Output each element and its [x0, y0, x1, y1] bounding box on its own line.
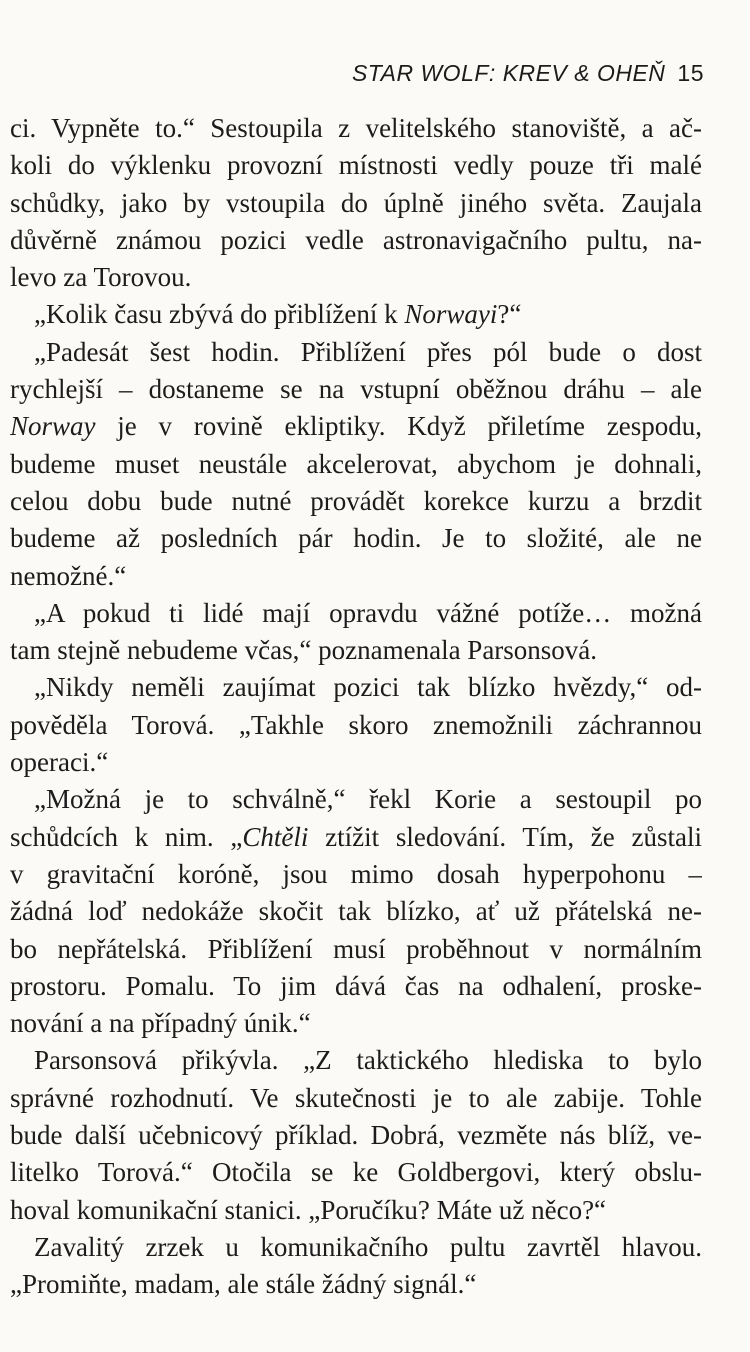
text-line: důvěrně známou pozici vedle astronavigačního pultu, na- — [10, 224, 702, 255]
text-line: budeme muset neustále akcelerovat, abychom je dohnali, — [10, 448, 702, 479]
text-line: nemožné.“ — [10, 560, 127, 591]
text-line: celou dobu bude nutné provádět korekce kurzu a brzdit — [10, 485, 702, 516]
running-header-title: STAR WOLF: KREV & OHEŇ — [351, 60, 666, 86]
text-line: litelko Torová.“ Otočila se ke Goldbergovi, který obslu- — [10, 1157, 702, 1188]
running-header — [352, 60, 704, 87]
text-line: prostoru. Pomalu. To jim dává čas na odhalení, proske- — [10, 970, 702, 1001]
text-line: bude další učebnicový příklad. Dobrá, vezměte nás blíž, ve- — [10, 1120, 702, 1151]
text-line: budeme až posledních pár hodin. Je to složité, ale ne — [10, 523, 702, 554]
body-text — [10, 110, 702, 1304]
text-line: schůdcích k nim. „Chtěli ztížit sledování. Tím, že zůstali — [10, 821, 702, 852]
text-line: „Možná je to schválně,“ řekl Korie a sestoupil po — [34, 784, 702, 815]
text-line: rychlejší – dostaneme se na vstupní oběžnou dráhu – ale — [10, 374, 702, 405]
text-line: Parsonsová přikývla. „Z taktického hlediska to bylo — [34, 1045, 702, 1076]
text-line: operaci.“ — [10, 747, 109, 778]
text-line: hoval komunikační stanici. „Poručíku? Máte už něco?“ — [10, 1194, 607, 1225]
text-line: nování a na případný únik.“ — [10, 1008, 311, 1039]
text-line: „A pokud ti lidé mají opravdu vážné potíže… možná — [34, 597, 702, 628]
text-line: v gravitační koróně, jsou mimo dosah hyperpohonu – — [10, 858, 702, 889]
text-line: bo nepřátelská. Přiblížení musí proběhnout v normálním — [10, 933, 702, 964]
text-line: správné rozhodnutí. Ve skutečnosti je to ale zabije. Tohle — [10, 1082, 702, 1113]
text-line: pověděla Torová. „Takhle skoro znemožnili záchrannou — [10, 709, 702, 740]
text-line: žádná loď nedokáže skočit tak blízko, ať už přátelská ne- — [10, 896, 702, 927]
text-line: ci. Vypněte to.“ Sestoupila z velitelského stanoviště, a ač- — [10, 113, 702, 143]
text-line: Zavalitý zrzek u komunikačního pultu zavrtěl hlavou. — [34, 1231, 702, 1262]
text-line: Norway je v rovině ekliptiky. Když přiletíme zespodu, — [10, 411, 702, 442]
text-line: „Nikdy neměli zaujímat pozici tak blízko hvězdy,“ od- — [34, 672, 702, 703]
page-number: 15 — [677, 60, 704, 86]
text-line: „Kolik času zbývá do přiblížení k Norwayi?“ — [34, 299, 522, 330]
text-line: levo za Torovou. — [10, 262, 192, 293]
text-line: „Padesát šest hodin. Přiblížení přes pól bude o dost — [34, 336, 702, 367]
text-line: schůdky, jako by vstoupila do úplně jiného světa. Zaujala — [10, 187, 702, 218]
text-line: „Promiňte, madam, ale stále žádný signál.“ — [10, 1269, 477, 1300]
text-line: koli do výklenku provozní místnosti vedly pouze tři malé — [10, 150, 702, 181]
text-line: tam stejně nebudeme včas,“ poznamenala Parsonsová. — [10, 635, 598, 666]
